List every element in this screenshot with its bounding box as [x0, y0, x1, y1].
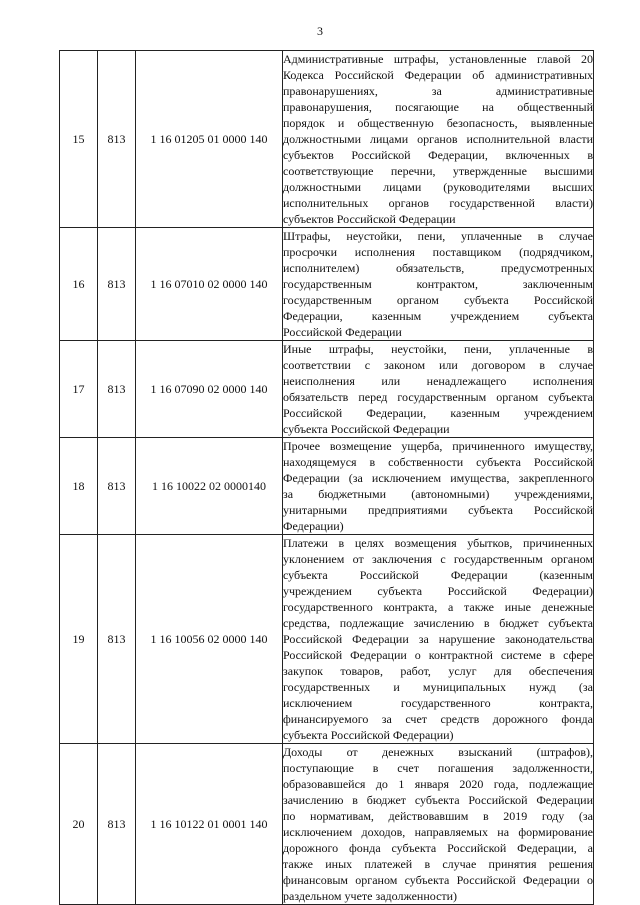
description-line: также иных платежей в случае принятия решения: [283, 857, 593, 871]
description-line: должностными лицами органов исполнительной власти: [283, 132, 593, 146]
description-line: уклонением от заключения с государственным органом: [283, 552, 593, 566]
description-line: субъекта Российской Федерации: [283, 422, 450, 436]
description-line: финансируемого за счет средств дорожного фонда: [283, 712, 593, 726]
page-number: 3: [317, 24, 323, 38]
description-line: по нормативам, действовавшим в 2019 году (за: [283, 809, 593, 823]
description-line: Платежи в целях возмещения убытков, причиненных: [283, 536, 593, 550]
description-line: дорожного фонда субъекта Российской Федерации, а: [283, 841, 593, 855]
description-line: поступающие в счет погашения задолженности,: [283, 761, 593, 775]
description-line: Иные штрафы, неустойки, пени, уплаченные в: [283, 342, 593, 356]
description-line: должностными лицами (руководителями высших: [283, 180, 593, 194]
table-row: [60, 744, 594, 905]
revenue-code-cell: 1 16 10056 02 0000 140: [136, 535, 283, 744]
description-line: Доходы от денежных взысканий (штрафов),: [283, 745, 593, 759]
description-line: раздельном учете задолженности): [283, 889, 458, 903]
description-line: государственного контракта, а также иные денежные: [283, 600, 593, 614]
description-line: правонарушениях, за административные: [283, 84, 593, 98]
revenue-code-cell: 1 16 07090 02 0000 140: [136, 341, 283, 438]
description-line: образовавшейся до 1 января 2020 года, подлежащие: [283, 777, 593, 791]
description-cell: [283, 51, 594, 228]
description-line: государственным органом субъекта Российской: [283, 293, 593, 307]
description-line: Административные штрафы, установленные главой 20: [283, 52, 593, 66]
description-line: соответствующие перечни, утвержденные высшими: [283, 164, 593, 178]
description-line: неисполнения или ненадлежащего исполнения: [283, 374, 593, 388]
table-row: [60, 438, 594, 535]
revenue-code-cell: 1 16 07010 02 0000 140: [136, 228, 283, 341]
admin-code-cell: 813: [98, 341, 136, 438]
description-cell: [283, 341, 594, 438]
description-line: Прочее возмещение ущерба, причиненного имуществу,: [283, 439, 593, 453]
description-line: за бюджетными (автономными) учреждениями,: [283, 487, 593, 501]
description-line: порядок и общественную безопасность, выявленные: [283, 116, 593, 130]
description-line: соответствии с законом или договором в случае: [283, 358, 593, 372]
row-number-cell: 16: [60, 228, 98, 341]
revenue-code-cell: 1 16 01205 01 0000 140: [136, 51, 283, 228]
description-line: исполнительных органов государственной власти): [283, 196, 593, 210]
admin-code-cell: 813: [98, 228, 136, 341]
revenue-codes-table: [59, 50, 594, 905]
revenue-code-cell: 1 16 10122 01 0001 140: [136, 744, 283, 905]
description-line: финансовым органом субъекта Российской Федерации о: [283, 873, 593, 887]
description-line: субъекта Российской Федерации (казенным: [283, 568, 593, 582]
description-line: Федерации (за исключением имущества, закрепленного: [283, 471, 593, 485]
description-line: закупок товаров, работ, услуг для обеспечения: [283, 664, 593, 678]
description-line: средства, подлежащие зачислению в бюджет субъекта: [283, 616, 593, 630]
description-line: Федерации): [283, 519, 344, 533]
description-line: находящемуся в собственности субъекта Российской: [283, 455, 593, 469]
description-line: Российской Федерации: [283, 325, 402, 339]
admin-code-cell: 813: [98, 535, 136, 744]
row-number-cell: 15: [60, 51, 98, 228]
description-line: государственным контрактом, заключенным: [283, 277, 593, 291]
description-line: субъектов Российской Федерации: [283, 212, 456, 226]
table-body: [60, 51, 594, 905]
description-line: обязательств перед государственным органом субъекта: [283, 390, 593, 404]
description-line: исполнителем) обязательств, предусмотренных: [283, 261, 593, 275]
description-line: просрочки исполнения поставщиком (подрядчиком,: [283, 245, 593, 259]
table-row: [60, 228, 594, 341]
description-line: Штрафы, неустойки, пени, уплаченные в случае: [283, 229, 593, 243]
description-line: унитарными предприятиями субъекта Российской: [283, 503, 593, 517]
description-line: субъекта Российской Федерации): [283, 728, 454, 742]
revenue-code-cell: 1 16 10022 02 0000140: [136, 438, 283, 535]
table-row: [60, 51, 594, 228]
description-line: Российской Федерации за нарушение законодательства: [283, 632, 593, 646]
admin-code-cell: 813: [98, 438, 136, 535]
description-line: Федерации, казенным учреждением субъекта: [283, 309, 593, 323]
admin-code-cell: 813: [98, 744, 136, 905]
description-cell: [283, 535, 594, 744]
description-line: исключением доходов, направляемых на формирование: [283, 825, 593, 839]
description-cell: [283, 438, 594, 535]
description-line: Российской Федерации о контрактной системе в сфере: [283, 648, 593, 662]
description-line: Кодекса Российской Федерации об административных: [283, 68, 593, 82]
table-row: [60, 341, 594, 438]
description-cell: [283, 228, 594, 341]
table-row: [60, 535, 594, 744]
row-number-cell: 18: [60, 438, 98, 535]
row-number-cell: 17: [60, 341, 98, 438]
description-line: исключением государственного контракта,: [283, 696, 593, 710]
description-line: субъектов Российской Федерации, включенных в: [283, 148, 593, 162]
description-line: учреждением субъекта Российской Федерации): [283, 584, 593, 598]
description-line: государственных и муниципальных нужд (за: [283, 680, 593, 694]
row-number-cell: 20: [60, 744, 98, 905]
row-number-cell: 19: [60, 535, 98, 744]
description-line: Российской Федерации, казенным учреждением: [283, 406, 593, 420]
description-cell: [283, 744, 594, 905]
description-line: зачислению в бюджет субъекта Российской Федерации: [283, 793, 593, 807]
admin-code-cell: 813: [98, 51, 136, 228]
description-line: правонарушения, посягающие на общественный: [283, 100, 593, 114]
